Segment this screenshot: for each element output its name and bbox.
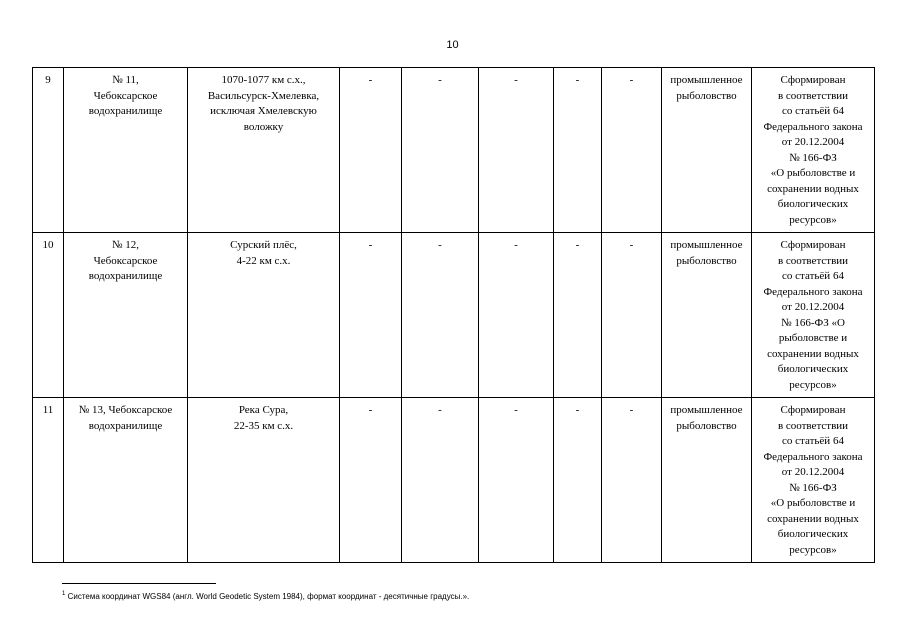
footnote-text: Система координат WGS84 (англ. World Geodetic System 1984), формат координат - десятичные градусы.». xyxy=(67,592,470,601)
dash-mark: - xyxy=(368,404,373,416)
footnote xyxy=(62,592,469,601)
location-line: Васильсурск-Хмелевка, xyxy=(207,89,320,102)
empty-value-cell xyxy=(602,68,662,233)
empty-value-cell xyxy=(402,68,479,233)
dash-mark: - xyxy=(575,239,580,251)
dash-mark: - xyxy=(514,404,518,416)
legal-basis-line: биологических xyxy=(777,198,849,210)
empty-value-cell xyxy=(602,233,662,398)
legal-basis-line: в соответствии xyxy=(777,254,849,267)
dash-mark: - xyxy=(629,404,634,416)
footnote-separator xyxy=(62,583,216,584)
dash-mark: - xyxy=(368,239,373,251)
legal-basis-line: ресурсов» xyxy=(789,378,837,391)
empty-value-cell xyxy=(340,68,402,233)
area-name-line: водохранилище xyxy=(88,419,163,432)
table-row xyxy=(33,398,875,563)
area-name-line: Чебоксарское xyxy=(93,89,158,102)
row-number-cell xyxy=(33,68,64,233)
purpose-line: рыболовство xyxy=(676,254,737,267)
location-line: 1070-1077 км с.х., xyxy=(221,74,306,86)
area-name-line: № 13, Чебоксарское xyxy=(78,404,173,416)
purpose-line: рыболовство xyxy=(676,89,737,102)
dash-mark: - xyxy=(629,74,634,86)
legal-basis-line: сохранении водных xyxy=(767,182,859,195)
dash-mark: - xyxy=(514,74,518,86)
dash-mark: - xyxy=(438,74,442,86)
location-cell xyxy=(188,398,340,563)
purpose-line: промышленное xyxy=(670,239,743,251)
legal-basis-line: от 20.12.2004 xyxy=(781,301,845,313)
legal-basis-line: со статьёй 64 xyxy=(782,105,844,117)
empty-value-cell xyxy=(554,233,602,398)
row-number: 9 xyxy=(45,74,51,86)
legal-basis-line: Федерального закона xyxy=(763,285,863,298)
legal-basis-cell xyxy=(752,68,875,233)
legal-basis-line: со статьёй 64 xyxy=(782,270,844,282)
purpose-line: рыболовство xyxy=(676,419,737,432)
dash-mark: - xyxy=(438,239,442,251)
area-name-cell xyxy=(64,233,188,398)
area-name-cell xyxy=(64,398,188,563)
area-name-cell xyxy=(64,68,188,233)
legal-basis-line: со статьёй 64 xyxy=(782,435,844,447)
footnote-marker: 1 xyxy=(62,591,66,597)
legal-basis-line: в соответствии xyxy=(777,89,849,102)
table-row xyxy=(33,68,875,233)
empty-value-cell xyxy=(340,233,402,398)
empty-value-cell xyxy=(402,233,479,398)
legal-basis-line: рыболовстве и xyxy=(778,332,848,344)
location-line: воложку xyxy=(243,120,284,133)
legal-basis-line: от 20.12.2004 xyxy=(781,136,845,148)
empty-value-cell xyxy=(479,233,554,398)
dash-mark: - xyxy=(575,404,580,416)
legal-basis-line: Сформирован xyxy=(780,404,846,416)
legal-basis-line: «О рыболовстве и xyxy=(770,167,856,179)
empty-value-cell xyxy=(554,398,602,563)
legal-basis-line: Федерального закона xyxy=(763,450,863,463)
legal-basis-line: № 166-ФЗ «О xyxy=(781,316,845,329)
location-cell xyxy=(188,233,340,398)
dash-mark: - xyxy=(368,74,373,86)
area-name-line: № 12, xyxy=(112,239,139,251)
legal-basis-line: Федерального закона xyxy=(763,120,863,133)
page-number: 10 xyxy=(446,39,459,51)
location-cell xyxy=(188,68,340,233)
purpose-line: промышленное xyxy=(670,74,743,86)
empty-value-cell xyxy=(554,68,602,233)
row-number-cell xyxy=(33,398,64,563)
legal-basis-line: ресурсов» xyxy=(789,543,837,556)
legal-basis-line: от 20.12.2004 xyxy=(781,466,845,478)
purpose-cell xyxy=(662,398,752,563)
empty-value-cell xyxy=(402,398,479,563)
purpose-cell xyxy=(662,68,752,233)
empty-value-cell xyxy=(479,68,554,233)
legal-basis-line: сохранении водных xyxy=(767,512,859,525)
table-row xyxy=(33,233,875,398)
area-name-line: № 11, xyxy=(112,74,139,86)
legal-basis-line: ресурсов» xyxy=(789,213,837,226)
location-line: 22-35 км с.х. xyxy=(233,419,294,432)
legal-basis-line: Сформирован xyxy=(780,239,846,251)
empty-value-cell xyxy=(602,398,662,563)
dash-mark: - xyxy=(438,404,442,416)
dash-mark: - xyxy=(629,239,634,251)
legal-basis-line: № 166-ФЗ xyxy=(789,481,837,494)
empty-value-cell xyxy=(479,398,554,563)
location-line: 4-22 км с.х. xyxy=(236,254,291,267)
legal-basis-line: в соответствии xyxy=(777,419,849,432)
legal-basis-line: биологических xyxy=(777,528,849,540)
purpose-line: промышленное xyxy=(670,404,743,416)
legal-basis-cell xyxy=(752,398,875,563)
location-line: исключая Хмелевскую xyxy=(210,105,317,117)
row-number: 10 xyxy=(42,239,54,251)
fishing-areas-table xyxy=(32,67,875,563)
legal-basis-cell xyxy=(752,233,875,398)
area-name-line: водохранилище xyxy=(88,105,163,117)
empty-value-cell xyxy=(340,398,402,563)
legal-basis-line: Сформирован xyxy=(780,74,846,86)
row-number: 11 xyxy=(42,404,54,416)
legal-basis-line: № 166-ФЗ xyxy=(789,151,837,164)
location-line: Река Сура, xyxy=(238,404,289,416)
legal-basis-line: биологических xyxy=(777,363,849,375)
area-name-line: водохранилище xyxy=(88,270,163,282)
legal-basis-line: «О рыболовстве и xyxy=(770,497,856,509)
legal-basis-line: сохранении водных xyxy=(767,347,859,360)
location-line: Сурский плёс, xyxy=(230,239,297,251)
dash-mark: - xyxy=(575,74,580,86)
dash-mark: - xyxy=(514,239,518,251)
purpose-cell xyxy=(662,233,752,398)
area-name-line: Чебоксарское xyxy=(93,254,158,267)
row-number-cell xyxy=(33,233,64,398)
